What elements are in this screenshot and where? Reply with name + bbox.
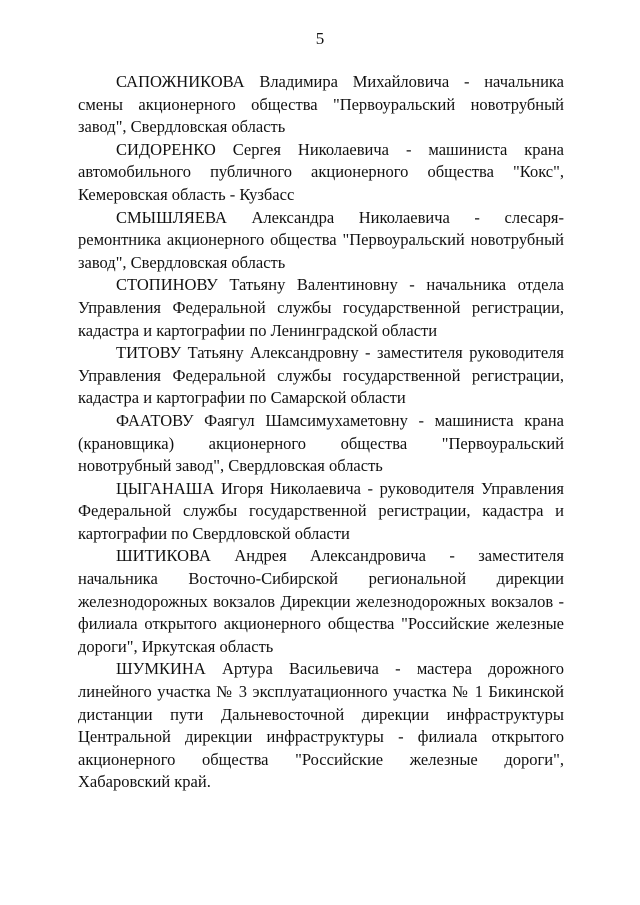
- list-item: СТОПИНОВУ Татьяну Валентиновну - начальника отдела Управления Федеральной службы государственной регистрации, кадастра и картографии по Ленинградской области: [78, 275, 564, 340]
- list-item: САПОЖНИКОВА Владимира Михайловича - начальника смены акционерного общества "Первоуральский новотрубный завод", Свердловская область: [78, 72, 564, 137]
- list-item: ФААТОВУ Фаягул Шамсимухаметовну - машиниста крана (крановщика) акционерного общества "Первоуральский новотрубный завод", Свердловская область: [78, 410, 564, 476]
- list-item: ШУМКИНА Артура Васильевича - мастера дорожного линейного участка № 3 эксплуатационного участка № 1 Бикинской дистанции пути Дальневосточной дирекции инфраструктуры Центральной дирекции инфраструктуры - филиала открытого акционерного общества "Российские железные дороги", Хабаровский край.: [78, 659, 564, 792]
- list-item: СИДОРЕНКО Сергея Николаевича - машиниста крана автомобильного публичного акционерного общества "Кокс", Кемеровская область - Кузбасс: [78, 139, 564, 204]
- list-item: ТИТОВУ Татьяну Александровну - заместителя руководителя Управления Федеральной службы государственной регистрации, кадастра и картографии по Самарской области: [78, 343, 564, 408]
- list-item: ЦЫГАНАША Игоря Николаевича - руководителя Управления Федеральной службы государственной регистрации, кадастра и картографии по Свердловской области: [78, 478, 564, 543]
- list-item: ШИТИКОВА Андрея Александровича - заместителя начальника Восточно-Сибирской региональной дирекции железнодорожных вокзалов Дирекции железнодорожных вокзалов - филиала открытого акционерного общества "Российские железные дороги", Иркутская область: [78, 546, 564, 656]
- award-list: [78, 71, 564, 794]
- page-number: 5: [315, 29, 325, 48]
- list-item: СМЫШЛЯЕВА Александра Николаевича - слесаря-ремонтника акционерного общества "Первоуральский новотрубный завод", Свердловская область: [78, 207, 564, 272]
